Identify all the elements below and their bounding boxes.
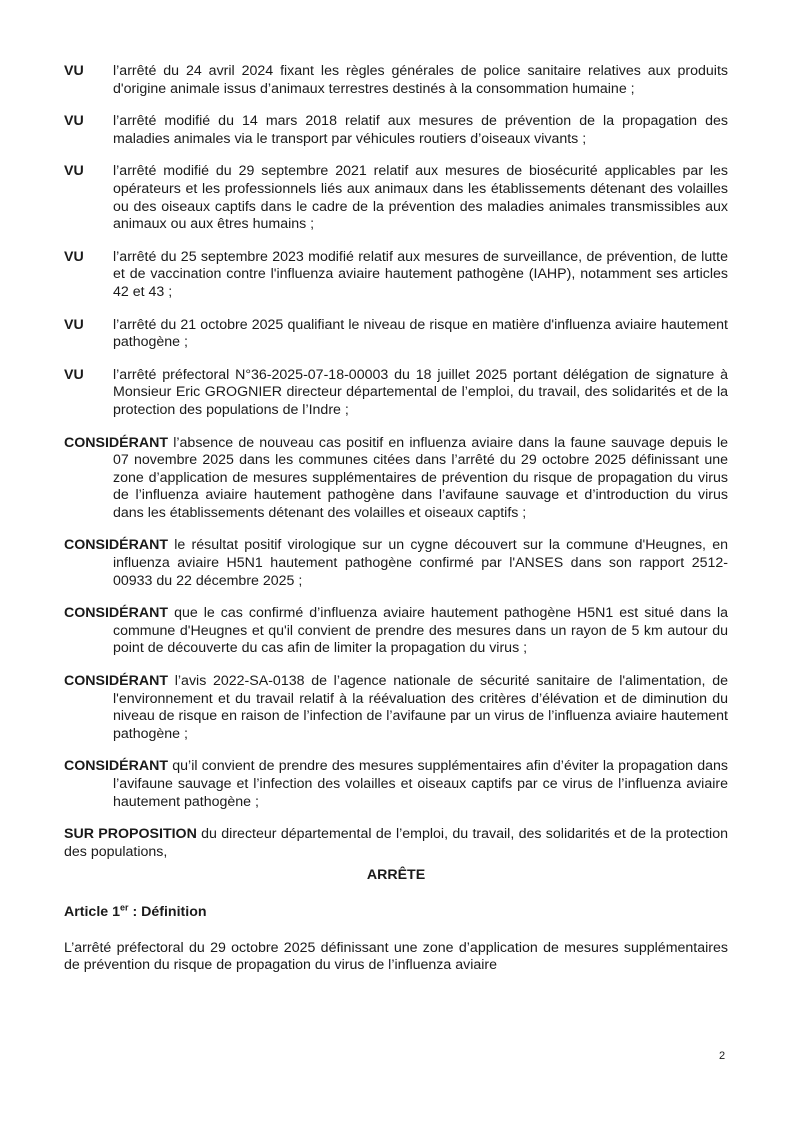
article-title-suffix: : Définition [128, 903, 207, 920]
considerant-keyword: CONSIDÉRANT [64, 537, 169, 554]
page-content [64, 63, 728, 989]
vu-text: l’arrêté modifié du 29 septembre 2021 relatif aux mesures de biosécurité applicables par les opérateurs et les professionnels liés aux animaux dans les établissements détenant des volailles ou des oiseaux captifs dans le cadre de la prévention des maladies animales transmissibles aux animaux ou aux êtres humains ; [113, 163, 728, 233]
vu-text: l’arrêté modifié du 14 mars 2018 relatif aux mesures de prévention de la propagation des maladies animales via le transport par véhicules routiers d’oiseaux vivants ; [113, 113, 728, 147]
considerant-clause [64, 605, 728, 658]
vu-text: l’arrêté du 21 octobre 2025 qualifiant le niveau de risque en matière d'influenza aviaire hautement pathogène ; [113, 316, 728, 351]
arrete-heading: ARRÊTE [366, 867, 426, 884]
considerant-clause [64, 673, 728, 743]
considerant-keyword: CONSIDÉRANT [64, 673, 169, 690]
vu-keyword: VU [64, 248, 84, 265]
vu-clause [64, 63, 728, 98]
sur-proposition-keyword: SUR PROPOSITION [64, 826, 197, 843]
article-title-sup: er [120, 902, 129, 913]
vu-clause [64, 249, 728, 302]
page-number: 2 [719, 1050, 726, 1062]
vu-keyword: VU [64, 163, 84, 180]
vu-keyword: VU [64, 366, 84, 383]
vu-clause [64, 317, 728, 352]
sur-proposition [64, 826, 728, 861]
article-title-prefix: Article 1 [64, 903, 120, 920]
considerant-text: l’absence de nouveau cas positif en influenza aviaire dans la faune sauvage depuis le 07 novembre 2025 dans les communes citées dans l’arrêté du 29 octobre 2025 définissant une zone d’application de mesures supplémentaires de prévention du risque de propagation du virus de l’influenza aviaire hautement pathogène dans l’avifaune sauvage et d’introduction du virus dans les établissements détenant des volailles et oiseaux captifs ; [113, 434, 728, 521]
vu-clause [64, 163, 728, 233]
considerant-clause [64, 537, 728, 590]
article-body: L’arrêté préfectoral du 29 octobre 2025 définissant une zone d’application de mesures supplémentaires de prévention du risque de propagation du virus de l’influenza aviaire [64, 939, 728, 974]
considerant-text: le résultat positif virologique sur un cygne découvert sur la commune d'Heugnes, en influenza aviaire H5N1 hautement pathogène confirmé par l'ANSES dans son rapport 2512-00933 du 22 décembre 2025 ; [113, 537, 728, 589]
vu-clause [64, 113, 728, 148]
vu-text: l’arrêté préfectoral N°36-2025-07-18-00003 du 18 juillet 2025 portant délégation de signature à Monsieur Eric GROGNIER directeur départemental de l’emploi, du travail, des solidarités et de la protection des populations de l’Indre ; [113, 366, 728, 418]
vu-keyword: VU [64, 316, 84, 333]
vu-clause [64, 367, 728, 420]
considerant-keyword: CONSIDÉRANT [64, 434, 169, 451]
vu-keyword: VU [64, 113, 84, 130]
considerant-text: qu’il convient de prendre des mesures supplémentaires afin d’éviter la propagation dans l’avifaune sauvage et l’infection des volailles et oiseaux captifs par ce virus de l’influenza aviaire hautement pathogène ; [113, 758, 728, 810]
vu-text: l’arrêté du 24 avril 2024 fixant les règles générales de police sanitaire relatives aux produits d'origine animale issus d’animaux terrestres destinés à la consommation humaine ; [113, 63, 728, 97]
vu-keyword: VU [64, 63, 84, 79]
considerant-clause [64, 435, 728, 523]
considerant-text: l’avis 2022-SA-0138 de l’agence nationale de sécurité sanitaire de l'alimentation, de l'environnement et du travail relatif à la réévaluation des critères d’élévation et de diminution du niveau de risque en raison de l’infection de l’avifaune par un virus de l’influenza aviaire hautement pathogène ; [113, 673, 728, 742]
considerant-clause [64, 758, 728, 811]
sur-proposition-text: du directeur départemental de l’emploi, du travail, des solidarités et de la protection des populations, [64, 826, 728, 860]
article-title [64, 904, 728, 922]
considerant-text: que le cas confirmé d’influenza aviaire hautement pathogène H5N1 est situé dans la commune d'Heugnes et qu'il convient de prendre des mesures dans un rayon de 5 km autour du point de découverte du cas afin de limiter la propagation du virus ; [113, 605, 728, 657]
vu-text: l’arrêté du 25 septembre 2023 modifié relatif aux mesures de surveillance, de prévention, de lutte et de vaccination contre l'influenza aviaire hautement pathogène (IAHP), notamment ses articles 42 et 43 ; [113, 248, 728, 300]
considerant-keyword: CONSIDÉRANT [64, 605, 169, 622]
considerant-keyword: CONSIDÉRANT [64, 758, 169, 775]
